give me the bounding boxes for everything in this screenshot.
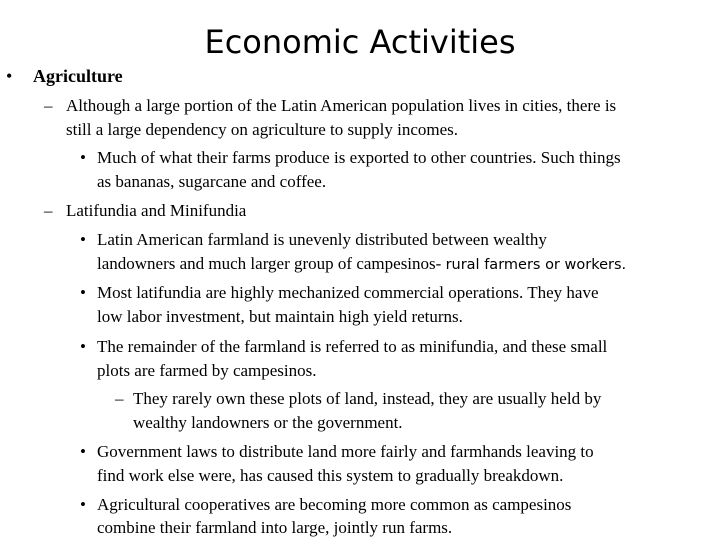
- cooperatives-line-2: combine their farmland into large, jointly run farms.: [97, 518, 453, 537]
- government-laws-line-1: Government laws to distribute land more fairly and farmhands leaving to: [97, 442, 594, 461]
- bullet-farmland: •: [80, 230, 86, 249]
- bullet-minifundia: •: [80, 337, 86, 356]
- farmland-line-1: Latin American farmland is unevenly distributed between wealthy: [97, 230, 547, 249]
- bullet-exports: •: [80, 148, 86, 167]
- bullet-latifundia: •: [80, 283, 86, 302]
- dash-section-a: –: [44, 96, 53, 115]
- bullet-agriculture: •: [6, 66, 13, 86]
- latifundia-line-1: Most latifundia are highly mechanized commercial operations. They have: [97, 283, 599, 302]
- minifundia-line-2: plots are farmed by campesinos.: [97, 361, 317, 380]
- dash-ownership: –: [115, 389, 124, 408]
- section-a-line-1: Although a large portion of the Latin American population lives in cities, there is: [66, 96, 617, 115]
- farmland-line-2-main: landowners and much larger group of campesinos-: [97, 254, 446, 273]
- government-laws-line-2: find work else were, has caused this system to gradually breakdown.: [97, 466, 564, 485]
- bullet-government-laws: •: [80, 442, 86, 461]
- ownership-line-1: They rarely own these plots of land, instead, they are usually held by: [133, 389, 602, 408]
- slide-title: Economic Activities: [204, 23, 516, 61]
- section-b-heading: Latifundia and Minifundia: [66, 201, 247, 220]
- latifundia-line-2: low labor investment, but maintain high yield returns.: [97, 307, 463, 326]
- farmland-line-2: [97, 252, 626, 277]
- heading-agriculture: Agriculture: [33, 66, 123, 86]
- exports-line-2: as bananas, sugarcane and coffee.: [97, 172, 327, 191]
- dash-section-b: –: [44, 201, 53, 220]
- exports-line-1: Much of what their farms produce is exported to other countries. Such things: [97, 148, 621, 167]
- ownership-line-2: wealthy landowners or the government.: [133, 413, 403, 432]
- farmland-line-2-tail: rural farmers or workers.: [445, 257, 627, 273]
- section-a-line-2: still a large dependency on agriculture to supply incomes.: [66, 120, 458, 139]
- cooperatives-line-1: Agricultural cooperatives are becoming more common as campesinos: [97, 495, 572, 514]
- minifundia-line-1: The remainder of the farmland is referred to as minifundia, and these small: [97, 337, 608, 356]
- bullet-cooperatives: •: [80, 495, 86, 514]
